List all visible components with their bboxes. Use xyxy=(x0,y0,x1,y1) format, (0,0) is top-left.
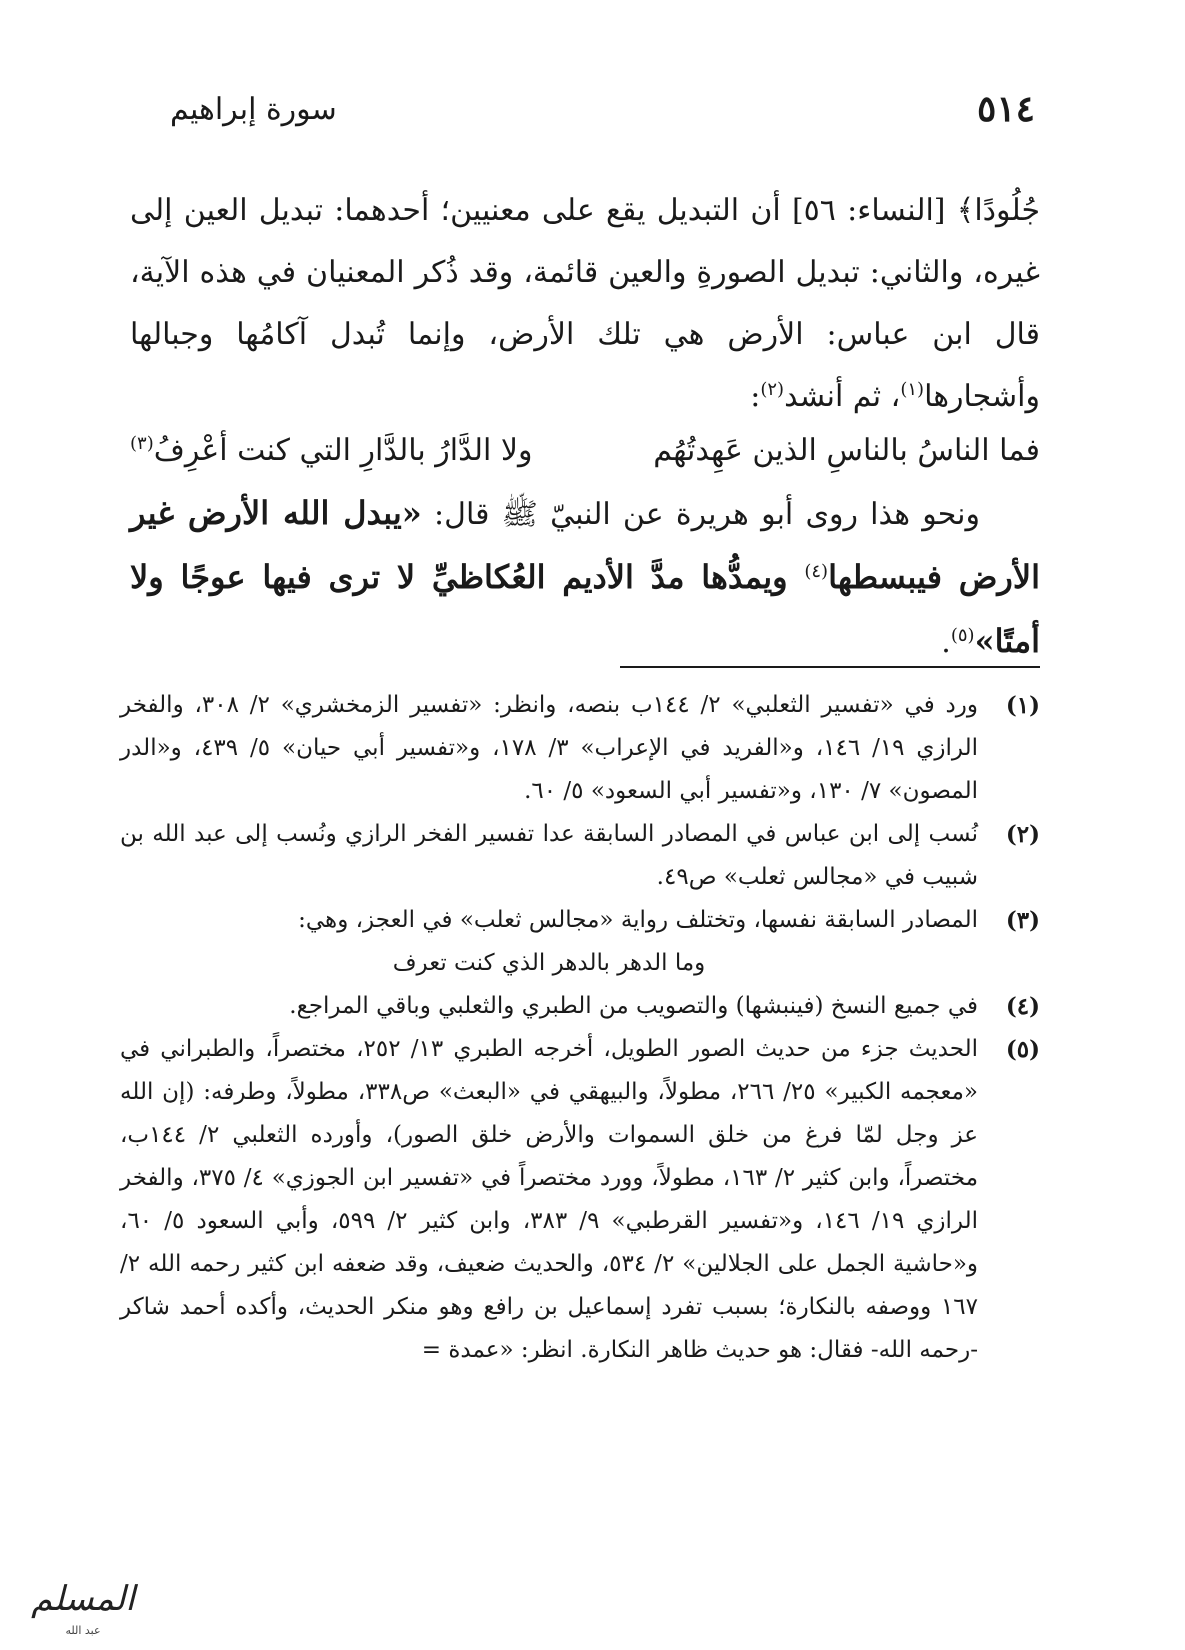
footnote-5 xyxy=(120,1028,1040,1372)
footnote-text: نُسب إلى ابن عباس في المصادر السابقة عدا تفسير الفخر الرازي ونُسب إلى عبد الله بن شبيب في «مجالس ثعلب» ص٤٩. xyxy=(120,821,978,890)
main-text xyxy=(130,180,1040,428)
running-head xyxy=(170,88,1035,138)
footnote-number: (٥) xyxy=(1005,1036,1040,1063)
hadith-quote-part-2: ويمدُّها مدَّ الأديم العُكاظيِّ لا ترى فيها عوجًا ولا أمتًا» xyxy=(130,558,1040,660)
verse-second-hemistich-wrap xyxy=(130,420,532,482)
paragraph-1 xyxy=(130,180,1040,428)
footnote-3 xyxy=(120,899,1040,942)
poetry-verse xyxy=(130,420,1040,482)
hadith-quote-part-1: «يبدل الله الأرض غير الأرض فيبسطها xyxy=(130,494,1041,596)
footnote-3-verse: وما الدهر بالدهر الذي كنت تعرف xyxy=(392,950,706,976)
verse-first-hemistich: فما الناسُ بالناسِ الذين عَهِدتُهُم xyxy=(653,433,1040,468)
verse-second-hemistich: ولا الدَّارُ بالدَّارِ التي كنت أعْرِفُ xyxy=(153,433,533,468)
footnote-4 xyxy=(120,985,1040,1028)
logo-text: المسلم xyxy=(31,1579,135,1619)
footnote-separator xyxy=(620,666,1040,668)
footnotes xyxy=(120,684,1040,1372)
footnote-text: المصادر السابقة نفسها، وتختلف رواية «مجالس ثعلب» في العجز، وهي: xyxy=(298,907,978,933)
footnote-ref-2[interactable]: (٢) xyxy=(760,379,785,400)
footnote-ref-1[interactable]: (١) xyxy=(900,379,925,400)
footnote-1 xyxy=(120,684,1040,813)
paragraph-1-mid: ، ثم أنشد xyxy=(784,379,901,414)
hadith-end: . xyxy=(941,625,951,660)
footnote-number: (١) xyxy=(1005,692,1040,719)
publisher-logo xyxy=(8,1572,158,1642)
footnote-number: (٢) xyxy=(1005,821,1040,848)
logo-subtext: عبد الله xyxy=(65,1624,101,1637)
footnote-ref-5[interactable]: (٥) xyxy=(950,625,975,646)
hadith-intro: ونحو هذا روى أبو هريرة عن النبيّ ﷺ قال: xyxy=(421,497,980,532)
footnote-text: في جميع النسخ (فينبشها) والتصويب من الطبري والثعلبي وباقي المراجع. xyxy=(289,993,978,1019)
footnote-number: (٤) xyxy=(1005,993,1040,1020)
footnote-ref-3[interactable]: (٣) xyxy=(130,433,154,454)
footnote-ref-4[interactable]: (٤) xyxy=(804,561,829,582)
footnote-2 xyxy=(120,813,1040,899)
footnote-number: (٣) xyxy=(1005,907,1040,934)
footnote-text: ورد في «تفسير الثعلبي» ٢/ ١٤٤ب بنصه، وانظر: «تفسير الزمخشري» ٢/ ٣٠٨، والفخر الرازي ١٩/ ١٤٦، و«الفريد في الإعراب» ٣/ ١٧٨، و«تفسير أبي حيان» ٥/ ٤٣٩، و«الدر المصون» ٧/ ١٣٠، و«تفسير أبي السعود» ٥/ ٦٠. xyxy=(120,692,979,804)
footnote-text: الحديث جزء من حديث الصور الطويل، أخرجه الطبري ١٣/ ٢٥٢، مختصراً، والطبراني في «معجمه الكبير» ٢٥/ ٢٦٦، مطولاً، والبيهقي في «البعث» ص٣٣٨، مطولاً، وطرفه: (إن الله عز وجل لمّا فرغ من خلق السموات والأرض خلق الصور)، وأورده الثعلبي ٢/ ١٤٤ب، مختصراً، وابن كثير ٢/ ١٦٣، مطولاً، وورد مختصراً في «تفسير ابن الجوزي» ٤/ ٣٧٥، والفخر الرازي ١٩/ ١٤٦، و«تفسير القرطبي» ٩/ ٣٨٣، وابن كثير ٢/ ٥٩٩، وأبي السعود ٥/ ٦٠، و«حاشية الجمل على الجلالين» ٢/ ٥٣٤، والحديث ضعيف، وقد ضعفه ابن كثير رحمه الله ٢/ ١٦٧ ووصفه بالنكارة؛ بسبب تفرد إسماعيل بن رافع وهو منكر الحديث، وأكده أحمد شاكر -رحمه الله- فقال: هو حديث ظاهر النكارة. انظر: «عمدة = xyxy=(120,1036,979,1363)
paragraph-1-end: : xyxy=(750,379,761,414)
hadith-text xyxy=(130,482,1040,674)
surah-title: سورة إبراهيم xyxy=(170,92,337,127)
hadith-paragraph xyxy=(130,482,1040,674)
page-number: ٥١٤ xyxy=(976,88,1035,130)
paragraph-1-text: جُلُودًا﴾ [النساء: ٥٦] أن التبديل يقع على معنيين؛ أحدهما: تبديل العين إلى غيره، والثاني: تبديل الصورةِ والعين قائمة، وقد ذُكر المعنيان في هذه الآية، قال ابن عباس: الأرض هي تلك الأرض، وإنما تُبدل آكامُها وجبالها وأشجارها xyxy=(130,193,1040,414)
